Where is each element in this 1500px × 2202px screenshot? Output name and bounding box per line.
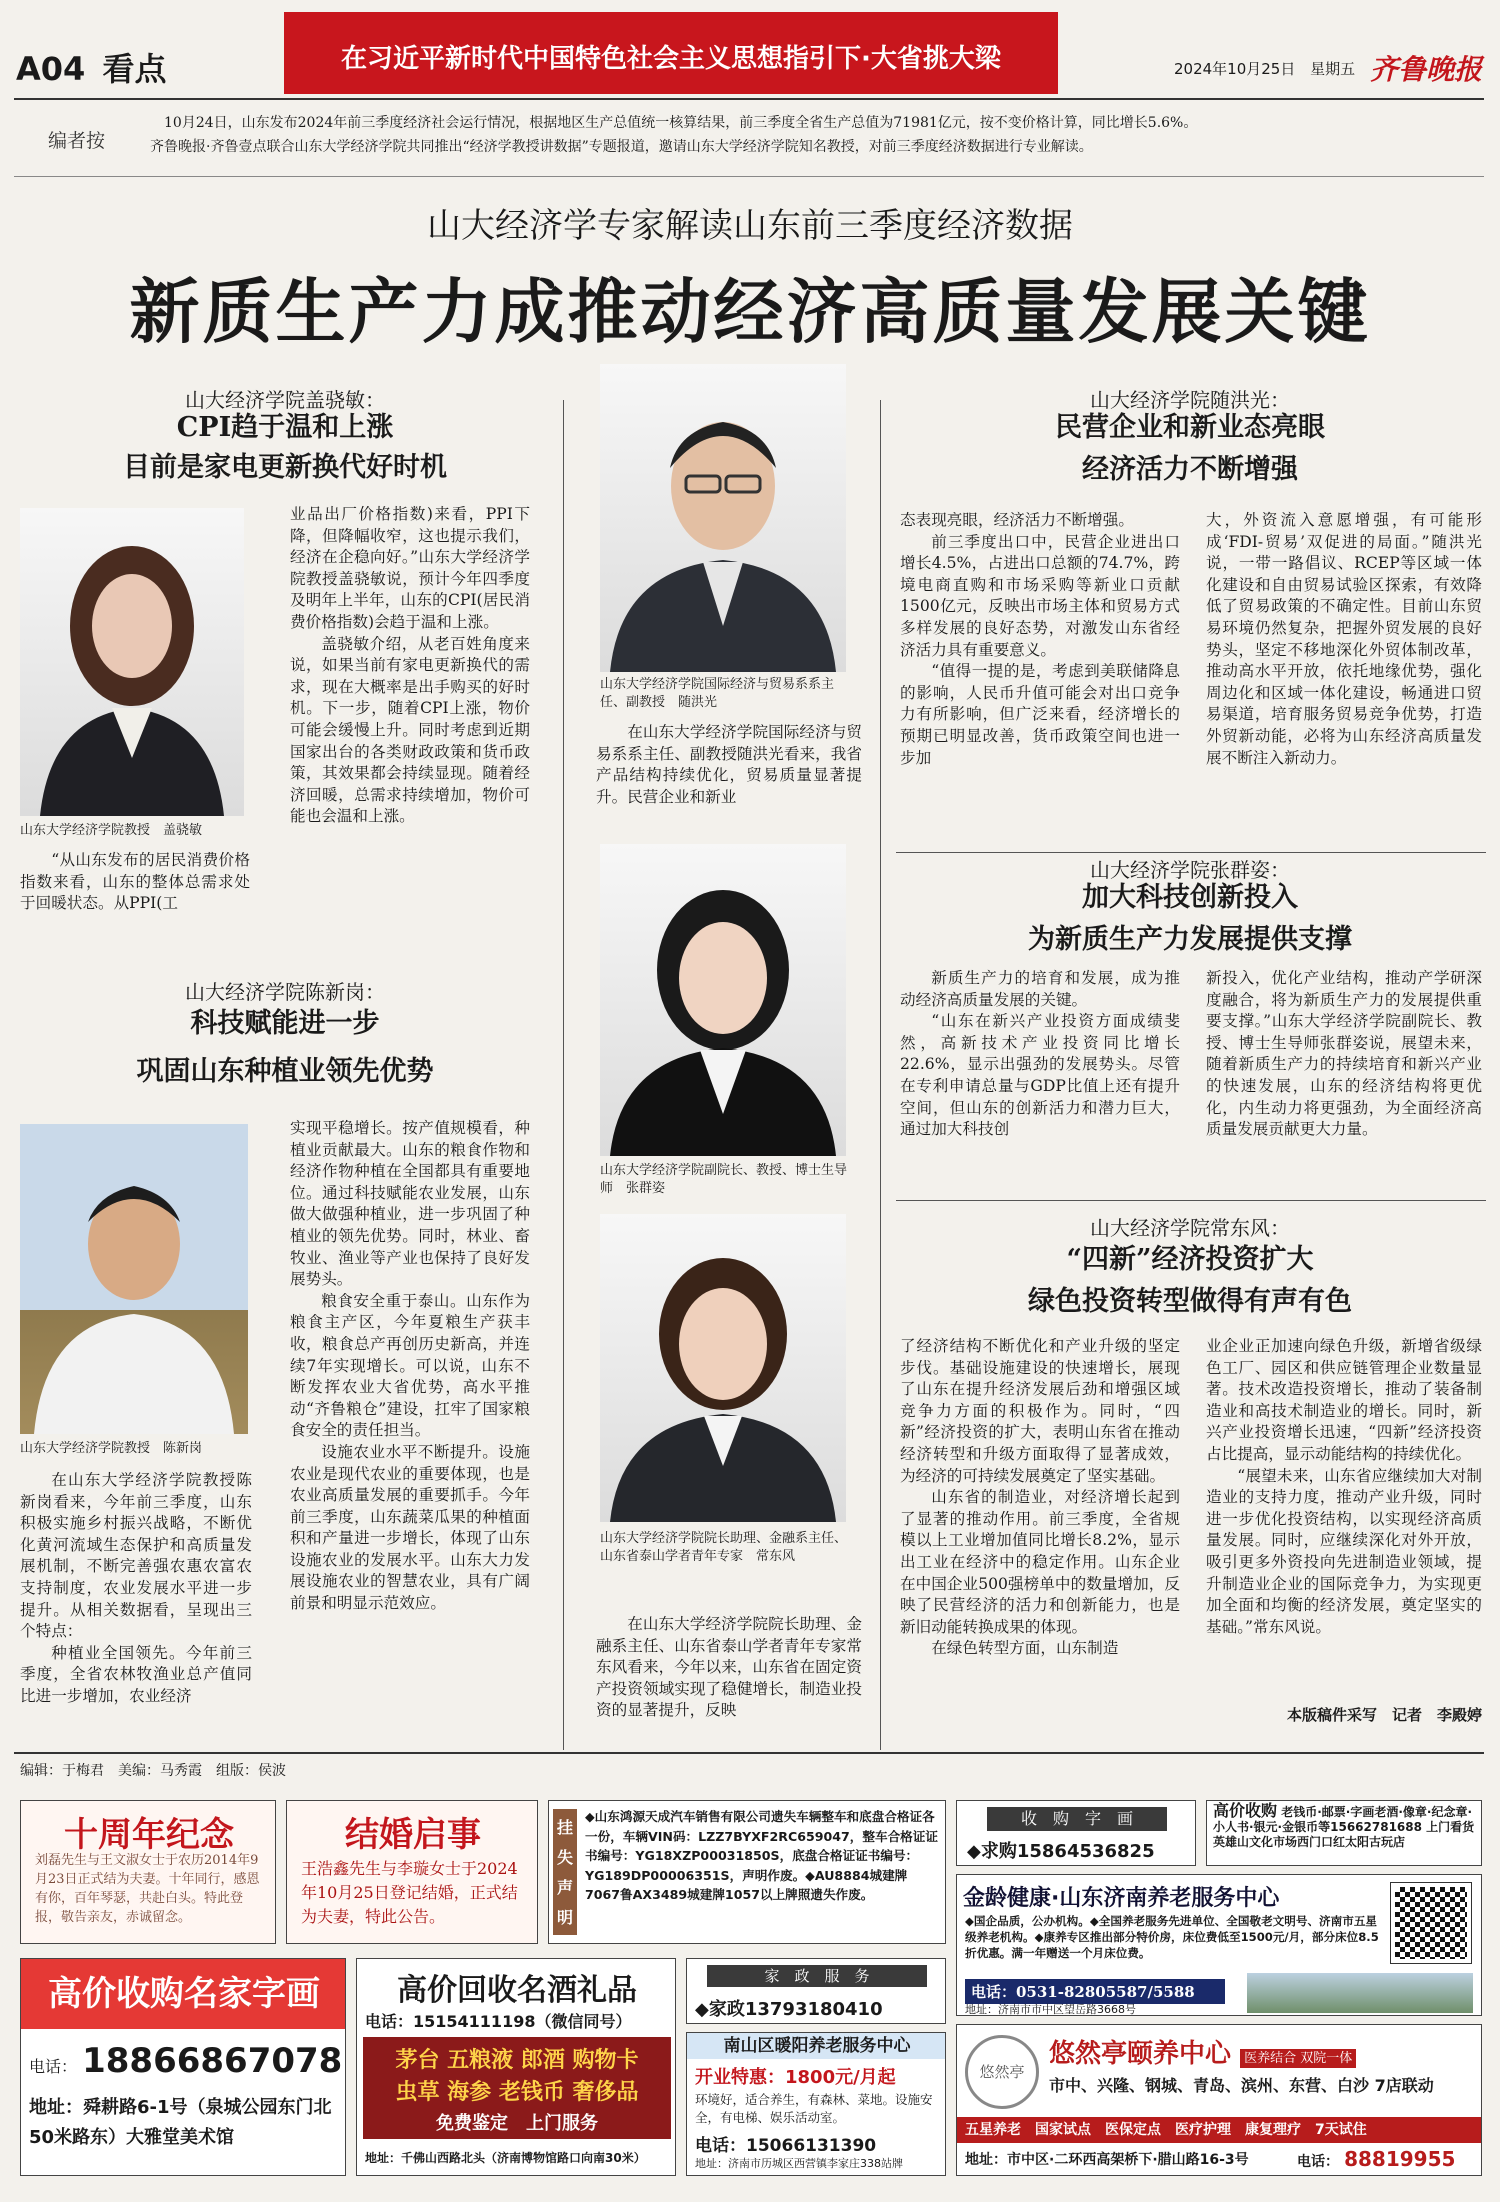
ad-care-address: 地址：济南市市中区望岳路3668号	[965, 2003, 1136, 2016]
headline: 新质生产力成推动经济高质量发展关键	[129, 270, 1371, 353]
ad-wine-items-1: 茅台 五粮液 郎酒 购物卡	[395, 2048, 639, 2073]
ad-wine-items-2: 虫草 海参 老钱币 奢侈品	[395, 2080, 639, 2105]
ad-yr-cities: 市中、兴隆、钢城、青岛、滨州、东营、白沙 7店联动	[1049, 2076, 1434, 2095]
a5-para-2: 山东省的制造业，对经济增长起到了显著的推动作用。前三季度，全省规模以上工业增加值同比增长8.2%，显示出工业在经济中的稳定作用。山东企业在中国企业500强榜单中的数量增加，反映了民营经济的活力和创新能力，也是新旧动能转换成果的体现。	[900, 1488, 1180, 1636]
photo-gai-xiaomin	[20, 508, 244, 816]
ad-buy-phone: ◆求购15864536825	[967, 1841, 1155, 1862]
a1-caption: 山东大学经济学院教授 盖骁敏	[20, 823, 203, 838]
weekday: 星期五	[1310, 60, 1356, 78]
ad-nanshan-nursing	[686, 2032, 946, 2176]
a3-para-1: 态表现亮眼，经济活力不断增强。	[900, 511, 1134, 529]
a5-title-2: 绿色投资转型做得有声有色	[1028, 1286, 1352, 1317]
a1-para-1: 业品出厂价格指数)来看，PPI下降，但降幅收窄，这也提示我们，经济在企稳向好。”山东大学经济学院教授盖骁敏说，预计今年四季度及明年上半年，山东的CPI(居民消费价格指数)会趋于温和上涨。	[290, 505, 530, 631]
page-number: A04	[16, 50, 86, 88]
ad-yr-address: 地址：市中区·二环西高架桥下·腊山路16-3号	[965, 2152, 1249, 2168]
editor-note-line2: 齐鲁晚报·齐鲁壹点联合山东大学经济学院共同推出“经济学教授讲数据”专题报道，邀请山东大学经济学院知名教授，对前三季度经济数据进行专业解读。	[150, 139, 1093, 155]
ad-house-title: 家 政 服 务	[707, 1965, 927, 1987]
ad-anniversary-text: 刘磊先生与王文淑女士于农历2014年9月23日正式结为夫妻。十年同行，感恩有你，百年琴瑟，共赴白头。特此登报，敬告亲友，赤诚留念。	[35, 1853, 260, 1925]
ad-yr-phone: 88819955	[1344, 2147, 1456, 2171]
a1-kicker: 山大经济学院盖骁敏：	[185, 388, 385, 412]
photo-chang-dongfeng	[600, 1214, 846, 1522]
ad-wedding-title: 结婚启事	[345, 1815, 481, 1855]
a2-para-4: 粮食安全重于泰山。山东作为粮食主产区，今年夏粮生产获丰收，粮食总产再创历史新高，并连续7年实现增长。可以说，山东不断发挥农业大省优势，高水平推动“齐鲁粮仓”建设，扛牢了国家粮食安全的责任担当。	[290, 1291, 530, 1440]
ad-yr-phone-label: 电话：	[1297, 2154, 1339, 2170]
a5-para-1: 了经济结构不断优化和产业升级的坚定步伐。基础设施建设的快速增长，展现了山东在提升经济发展后劲和增强区域竞争力方面的积极作为。同时，“四新”经济投资的扩大，表明山东省在推动经济转型和升级方面取得了显著成效，为经济的可持续发展奠定了坚实基础。	[900, 1337, 1180, 1485]
ad-wine-address: 地址：千佛山西路北头（济南博物馆路口向南30米）	[365, 2151, 646, 2165]
editor-note-line1: 10月24日，山东发布2024年前三季度经济社会运行情况，根据地区生产总值统一核算结果，前三季度全省生产总值为71981亿元，按不变价格计算，同比增长5.6%。	[164, 115, 1198, 131]
ad-calligraphy-buy	[20, 1958, 346, 2176]
ad-yr-tag: 医养结合 双院一体	[1240, 2049, 1356, 2068]
ad-wine-service: 免费鉴定 上门服务	[436, 2113, 598, 2134]
a1-text-right	[290, 504, 530, 828]
ad-care-phone: 电话：0531-82805587/5588	[965, 1979, 1225, 2004]
ad-jinan-care	[956, 1874, 1482, 2016]
ad-buy-title: 收 购 字 画	[987, 1807, 1167, 1831]
editor-note	[14, 108, 1484, 168]
editor-note-label: 编者按	[48, 130, 106, 152]
a2-text-left	[20, 1470, 252, 1708]
ad-calli-title: 高价收购名家字画	[21, 1959, 346, 2029]
ad-wedding-text: 王浩鑫先生与李璇女士于2024年10月25日登记结婚，正式结为夫妻，特此公告。	[301, 1859, 518, 1926]
a2-title-1: 科技赋能进一步	[190, 1008, 380, 1039]
ad-yr-bar: 五星养老 国家试点 医保定点 医疗护理 康复理疗 7天试住	[957, 2117, 1482, 2143]
a1-para-2: 盖骁敏介绍，从老百姓角度来说，如果当前有家电更新换代的需求，现在大概率是出手购买的好时机。下一步，随着CPI上涨，物价可能会缓慢上升。同时考虑到近期国家出台的各类财政政策和货币政策，其效果都会持续显现。随着经济回暖，总需求持续增加，物价可能也会温和上涨。	[290, 634, 530, 826]
byline: 本版稿件采写 记者 李殿婷	[1286, 1706, 1482, 1724]
a3-col-2: 大，外资流入意愿增强，有可能形成‘FDI-贸易’双促进的局面。”随洪光说，一带一路倡议、RCEP等区域一体化建设和自由贸易试验区探索，有效降低了贸易政策的不确定性。目前山东贸易环境仍然复杂，把握外贸发展的良好势头，坚定不移地深化外贸体制改革，推动高水平开放，依托地缘优势，强化周边化和区域一体化建设，畅通进口贸易渠道，培育服务贸易竞争优势，打造外贸新动能，必将为山东经济高质量发展不断注入新动力。	[1206, 511, 1482, 767]
masthead	[0, 0, 1500, 100]
ad-wine-title: 高价回收名酒礼品	[397, 1973, 637, 2008]
a4-para-1: 新质生产力的培育和发展，成为推动经济高质量发展的关键。	[900, 969, 1180, 1009]
banner-text: 在习近平新时代中国特色社会主义思想指引下·大省挑大梁	[341, 44, 1001, 74]
a4-title-2: 为新质生产力发展提供支撑	[1028, 924, 1352, 955]
ad-care-title: 金龄健康·山东济南养老服务中心	[963, 1886, 1280, 1911]
a2-text-right	[290, 1118, 530, 1615]
a1-title-2: 目前是家电更新换代好时机	[123, 452, 447, 483]
ad-wine-gift	[356, 1958, 676, 2176]
a1-text-left: “从山东发布的居民消费价格指数来看，山东的整体总需求处于回暖状态。从PPI(工	[20, 851, 250, 913]
a3-intro: 在山东大学经济学院国际经济与贸易系系主任、副教授随洪光看来，我省产品结构持续优化，贸易质量显著提升。民营企业和新业	[596, 723, 862, 806]
qr-code-icon	[1391, 1883, 1471, 1963]
a2-caption: 山东大学经济学院教授 陈新岗	[20, 1441, 203, 1456]
a5-col-1	[900, 1336, 1180, 1660]
a2-para-2: 种植业全国领先。今年前三季度，全省农林牧渔业总产值同比进一步增加，农业经济	[20, 1643, 252, 1705]
ad-nursing-address: 地址：济南市历城区西营镇李家庄338站牌	[695, 2157, 903, 2170]
a5-para-4: 业企业正加速向绿色升级，新增省级绿色工厂、园区和供应链管理企业数量显著。技术改造投资增长，推动了装备制造业和高技术制造业的增长。同时，新兴产业投资增长迅速，“四新”经济投资占比提高，显示动能结构的持续优化。	[1206, 1337, 1482, 1463]
ad-hp-text: 老钱币·邮票·字画老酒·像章·纪念章·小人书·银元·金银币等15662781688 上门看货 英雄山文化市场西门口红太阳古玩店	[1213, 1805, 1475, 1849]
ad-housekeeping	[686, 1958, 946, 2024]
a3-title-2: 经济活力不断增强	[1082, 454, 1298, 485]
a5-para-3: 在绿色转型方面，山东制造	[931, 1639, 1119, 1658]
ad-calli-phone: 18866867078	[82, 2041, 343, 2081]
a4-col-1	[900, 968, 1180, 1141]
ad-youranting	[956, 2024, 1482, 2176]
a4-para-2: “山东在新兴产业投资方面成绩斐然，高新技术产业投资同比增长22.6%，显示出强劲的发展势头。尽管在专利申请总量与GDP比值上还有提升空间，但山东的创新活力和潜力巨大，通过加大科技创	[900, 1012, 1180, 1139]
ad-nursing-phone: 电话：15066131390	[695, 2136, 877, 2156]
ad-buy-calligraphy	[956, 1800, 1196, 1866]
ad-anniversary	[20, 1800, 276, 1944]
ad-yr-title: 悠然亭颐养中心	[1049, 2039, 1232, 2069]
ad-nursing-text: 环境好，适合养生，有森林、菜地。设施安全，有电梯、娱乐活动室。	[695, 2092, 933, 2125]
ad-yr-logo: 悠然亭	[965, 2035, 1039, 2109]
ad-wedding	[286, 1800, 538, 1944]
a5-para-5: “展望未来，山东省应继续加大对制造业的支持力度，推动产业升级，同时进一步优化投资结构，以实现经济高质量发展。同时，应继续深化对外开放，吸引更多外资投向先进制造业领域，提升制造业企业的国际竞争力，为实现更加全面和均衡的经济发展，奠定坚实的基础。”常东风说。	[1206, 1466, 1482, 1636]
a5-caption: 山东大学经济学院院长助理、金融系主任、山东省泰山学者青年专家 常东风	[600, 1531, 848, 1564]
a5-kicker: 山大经济学院常东风：	[1090, 1216, 1290, 1240]
a4-caption: 山东大学经济学院副院长、教授、博士生导师 张群姿	[600, 1163, 848, 1196]
ad-calli-phone-label: 电话：	[29, 2057, 78, 2076]
photo-sui-hongguang	[600, 364, 846, 672]
a3-para-2: 前三季度出口中，民营企业进出口增长4.5%，占进出口总额的74.7%，跨境电商直购和市场采购等新业口贡献1500亿元，反映出市场主体和贸易方式多样发展的良好态势，对激发山东省经济活力具有重要意义。	[900, 532, 1180, 659]
a3-col-1	[900, 510, 1180, 769]
a5-title-1: “四新”经济投资扩大	[1066, 1244, 1314, 1275]
a3-title-1: 民营企业和新业态亮眼	[1055, 412, 1325, 443]
ad-lost-notice-text: ◆山东鸿源天成汽车销售有限公司遗失车辆整车和底盘合格证各一份，车辆VIN码：LZZ7BYXF2RC659047，整车合格证证书编号：YG18XZP00031850S，底盘合格证证书编号：YG189DP00006351S，声明作废。◆AU8884城建牌7067鲁AX3489城建牌1057以上牌照遗失作废。	[585, 1809, 938, 1902]
paper-logo: 齐鲁晚报	[1370, 53, 1483, 86]
a2-title-2: 巩固山东种植业领先优势	[136, 1056, 434, 1087]
a3-kicker: 山大经济学院随洪光：	[1090, 388, 1290, 412]
ad-nursing-promo: 开业特惠：1800元/月起	[695, 2067, 896, 2088]
a2-kicker: 山大经济学院陈新岗：	[185, 980, 385, 1004]
a4-title-1: 加大科技创新投入	[1082, 882, 1298, 913]
section-name: 看点	[102, 50, 167, 88]
ad-lost-notice-label: 挂失声明	[553, 1809, 577, 1935]
a3-para-3: “值得一提的是，考虑到美联储降息的影响，人民币升值可能会对出口竞争力有所影响，但广泛来看，经济增长的预期已明显改善，货币政策空间也进一步加	[900, 662, 1180, 767]
a2-para-3: 实现平稳增长。按产值规模看，种植业贡献最大。山东的粮食作物和经济作物种植在全国都具有重要地位。通过科技赋能农业发展，山东做大做强种植业，进一步巩固了种植业的领先优势。同时，林业、畜牧业、渔业等产业也保持了良好发展势头。	[290, 1119, 530, 1289]
credits: 编辑：于梅君 美编：马秀霞 组版：侯波	[20, 1763, 286, 1779]
ad-nursing-title: 南山区暖阳养老服务中心	[687, 2033, 946, 2059]
photo-chen-xingang	[20, 1124, 248, 1434]
ad-wine-phone: 电话：15154111198（微信同号）	[365, 2012, 632, 2031]
ad-house-phone: ◆家政13793180410	[695, 1999, 883, 2020]
a3-caption: 山东大学经济学院国际经济与贸易系系主任、副教授 随洪光	[600, 677, 835, 710]
ad-care-text: ◆国企品质，公办机构。◆全国养老服务先进单位、全国敬老文明号、济南市五星级养老机构。◆康养专区推出部分特价房，床位费低至1500元/月，部分床位8.5折优惠。满一年赠送一个月床位费。	[965, 1914, 1379, 1960]
headline-kicker: 山大经济学专家解读山东前三季度经济数据	[427, 206, 1073, 246]
building-image	[1247, 1973, 1473, 2013]
a5-intro: 在山东大学经济学院院长助理、金融系主任、山东省泰山学者青年专家常东风看来，今年以来，山东省在固定资产投资领域实现了稳健增长，制造业投资的显著提升，反映	[596, 1615, 862, 1720]
a2-para-5: 设施农业水平不断提升。设施农业是现代农业的重要体现，也是农业高质量发展的重要抓手。今年前三季度，山东蔬菜瓜果的种植面积和产量进一步增长，体现了山东设施农业的发展水平。山东大力发展设施农业的智慧农业，具有广阔前景和明显示范效应。	[290, 1442, 530, 1613]
ad-hp-title: 高价收购	[1213, 1801, 1278, 1820]
a2-para-1: 在山东大学经济学院教授陈新岗看来，今年前三季度，山东积极实施乡村振兴战略，不断优化黄河流域生态保护和高质量发展机制，不断完善强农惠农富农支持制度，农业发展水平进一步提升。从相关数据看，呈现出三个特点：	[20, 1471, 252, 1641]
ad-lost-notice	[548, 1800, 946, 1944]
ad-high-price-collect	[1206, 1800, 1482, 1866]
issue-date: 2024年10月25日	[1174, 60, 1296, 78]
a5-col-2	[1206, 1336, 1482, 1638]
photo-zhang-qunzi	[600, 844, 846, 1156]
ad-anniversary-title: 十周年纪念	[64, 1815, 234, 1855]
a1-title-1: CPI趋于温和上涨	[176, 412, 394, 443]
ad-calli-address: 地址：舜耕路6-1号（泉城公园东门北50米路东）大雅堂美术馆	[29, 2097, 332, 2148]
a4-kicker: 山大经济学院张群姿：	[1090, 858, 1290, 882]
a4-col-2: 新投入，优化产业结构，推动产学研深度融合，将为新质生产力的发展提供重要支撑。”山东大学经济学院副院长、教授、博士生导师张群姿说，展望未来，随着新质生产力的持续培育和新兴产业的快速发展，山东的经济结构将更优化，内生动力将更强劲，为全面经济高质量发展贡献更大力量。	[1206, 969, 1482, 1139]
